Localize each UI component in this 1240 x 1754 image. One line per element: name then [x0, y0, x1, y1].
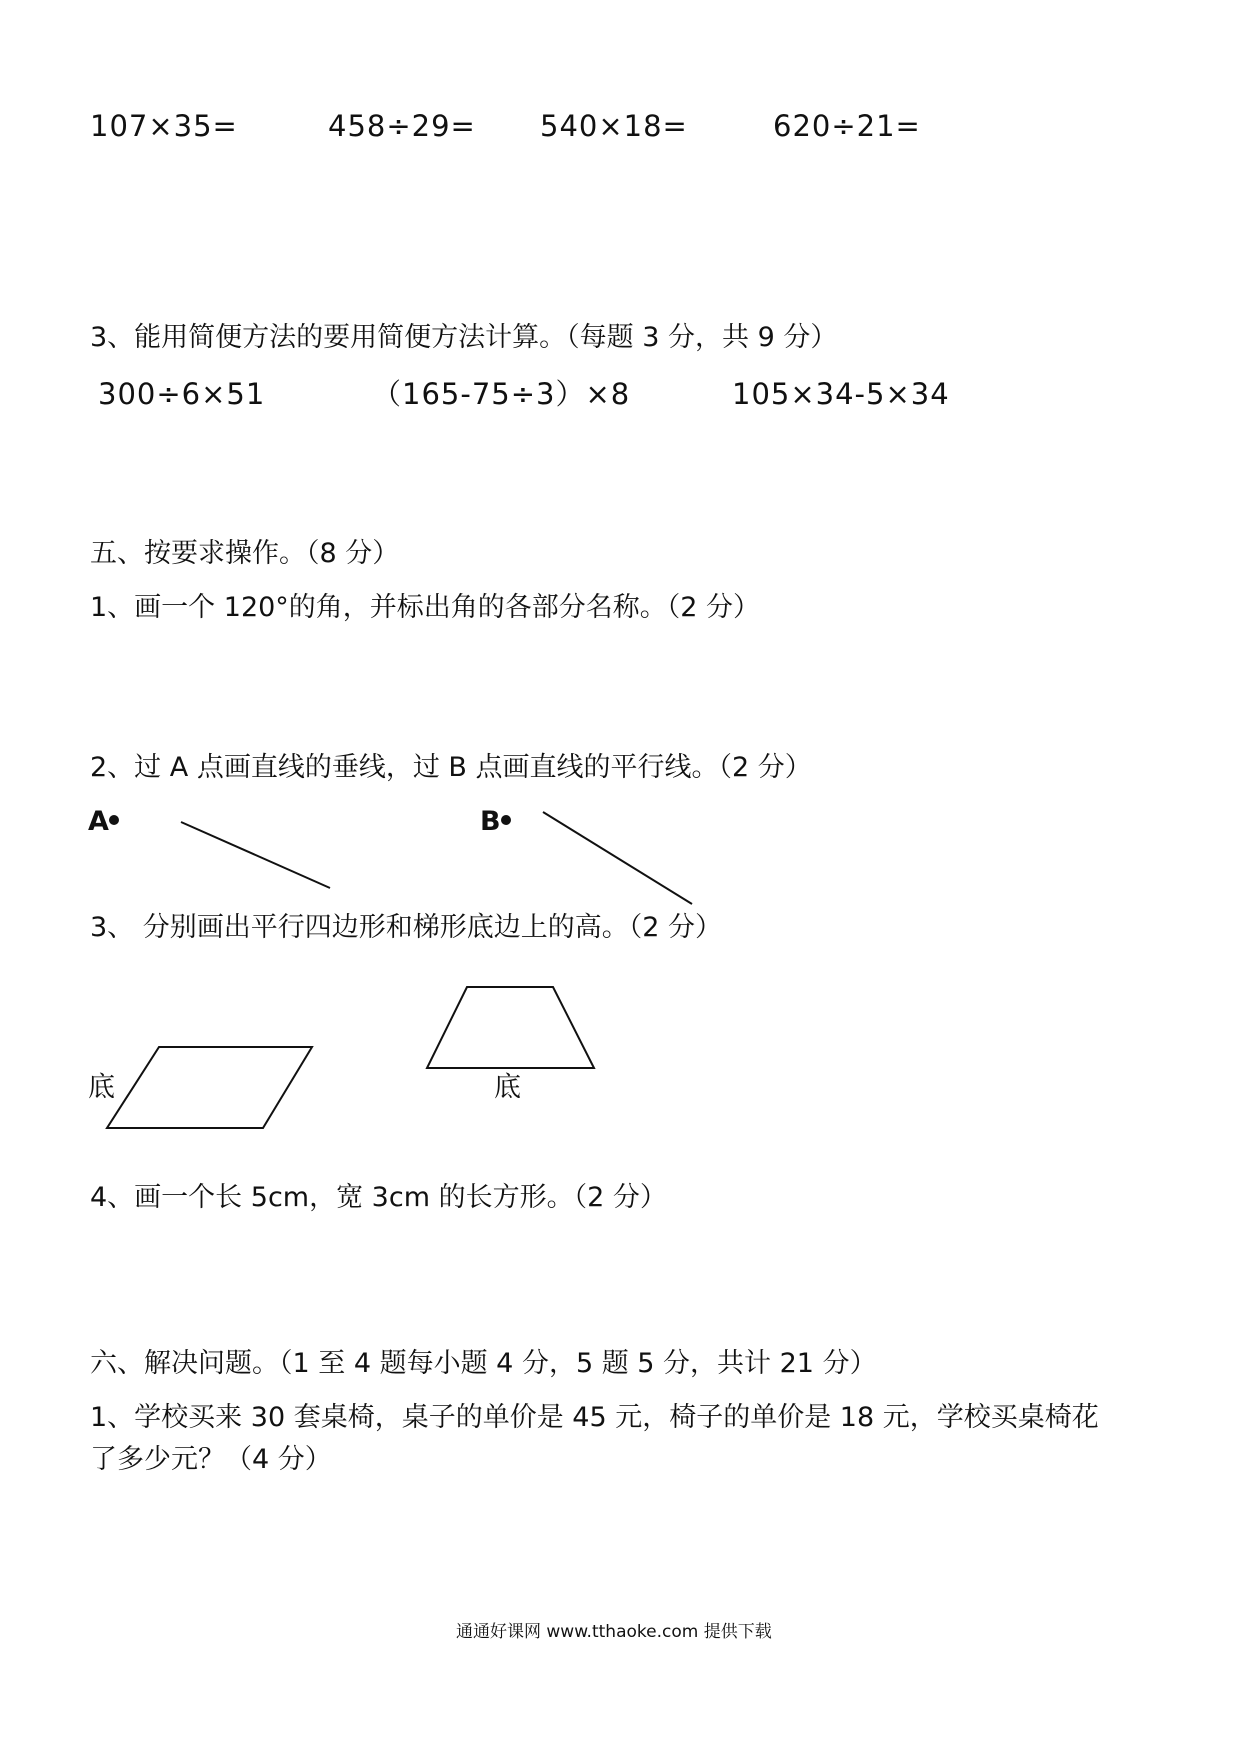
trapezoid-base-label: 底	[494, 1072, 521, 1103]
parallelogram-shape	[107, 1047, 312, 1128]
simplified-problem-1: 300÷6×51	[98, 377, 266, 411]
trapezoid-shape	[427, 987, 594, 1068]
calc-problem-1: 107×35=	[90, 109, 238, 143]
word-problem-1-line-1: 1、学校买来 30 套桌椅，桌子的单价是 45 元，椅子的单价是 18 元，学校买桌椅花	[90, 1402, 1099, 1433]
line-near-point-b	[543, 812, 692, 904]
calc-problem-4: 620÷21=	[773, 109, 921, 143]
section-5-question-1: 1、画一个 120°的角，并标出角的各部分名称。（2 分）	[90, 592, 761, 623]
line-near-point-a	[181, 822, 330, 888]
section-5-question-3: 3、 分别画出平行四边形和梯形底边上的高。（2 分）	[90, 912, 723, 943]
section-5-question-2: 2、过 A 点画直线的垂线，过 B 点画直线的平行线。（2 分）	[90, 752, 812, 783]
point-a-label: A	[88, 806, 109, 837]
section-6-title: 六、解决问题。（1 至 4 题每小题 4 分，5 题 5 分，共计 21 分）	[90, 1348, 877, 1379]
parallelogram-base-label: 底	[88, 1072, 115, 1103]
simplified-problem-2: （165-75÷3）×8	[372, 377, 631, 411]
footer-credit: 通通好课网 www.tthaoke.com 提供下载	[456, 1622, 772, 1642]
calc-problem-2: 458÷29=	[328, 109, 476, 143]
word-problem-1-line-2: 了多少元？（4 分）	[90, 1444, 332, 1475]
point-b-dot	[501, 815, 511, 825]
calc-problem-3: 540×18=	[540, 109, 688, 143]
simplified-problem-3: 105×34-5×34	[732, 377, 950, 411]
simplified-calc-title: 3、能用简便方法的要用简便方法计算。（每题 3 分，共 9 分）	[90, 322, 838, 353]
section-5-title: 五、按要求操作。（8 分）	[90, 538, 400, 569]
section-5-question-4: 4、画一个长 5cm，宽 3cm 的长方形。（2 分）	[90, 1182, 667, 1213]
point-a-dot	[109, 815, 119, 825]
point-b-label: B	[480, 806, 501, 837]
